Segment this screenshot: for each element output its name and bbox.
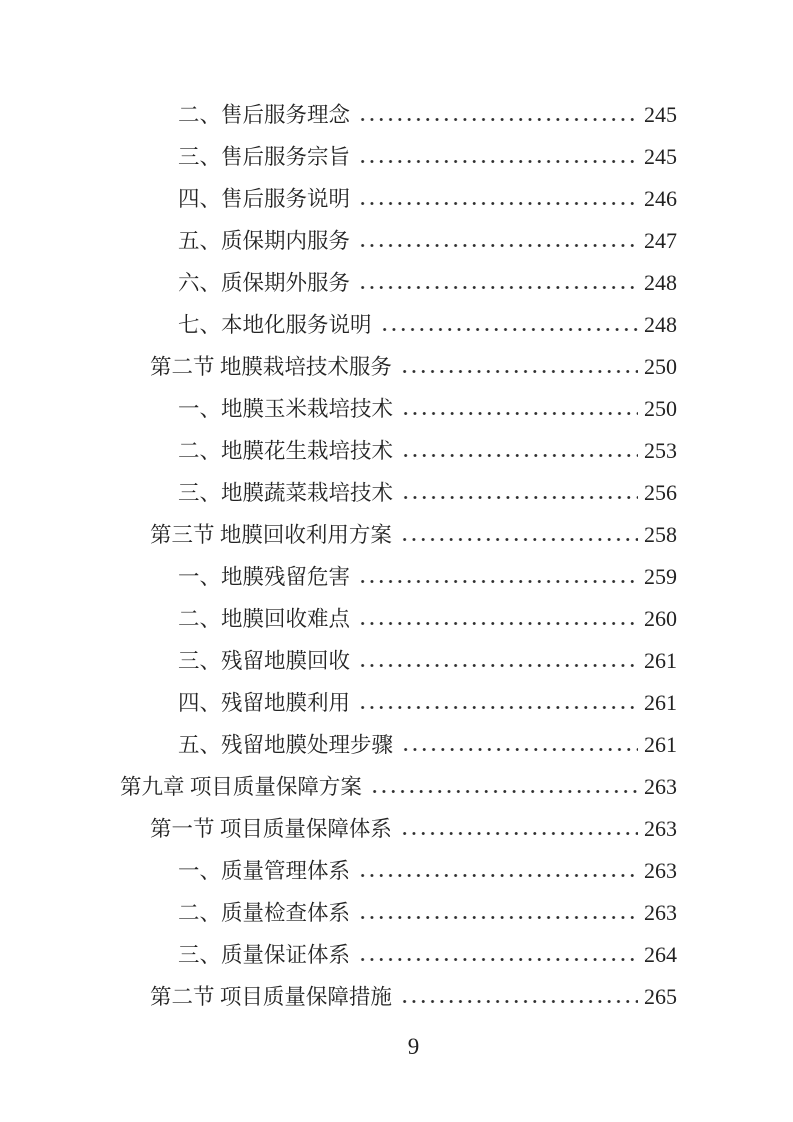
- toc-entry-label: 二、售后服务理念: [178, 102, 351, 127]
- toc-row: [120, 966, 677, 1008]
- toc-entry-label: 三、售后服务宗旨: [178, 144, 351, 169]
- toc-row: [120, 252, 677, 294]
- toc-row: [120, 210, 677, 252]
- toc-entry-label: 一、地膜残留危害: [178, 564, 351, 589]
- toc-row: [120, 630, 677, 672]
- toc-entry-label: 第二节 地膜栽培技术服务: [150, 354, 392, 379]
- toc-entry-page: 253: [644, 438, 677, 463]
- toc-entry-page: 247: [644, 228, 677, 253]
- toc-entry-label: 一、质量管理体系: [178, 858, 351, 883]
- toc-entry-page: 265: [644, 984, 677, 1009]
- toc-entry-page: 258: [644, 522, 677, 547]
- toc-row: [120, 672, 677, 714]
- toc-entry-page: 263: [644, 900, 677, 925]
- toc-row: [120, 924, 677, 966]
- toc-row: [120, 546, 677, 588]
- dot-leader: [356, 672, 638, 714]
- toc-row: [120, 378, 677, 420]
- toc-entry-page: 250: [644, 354, 677, 379]
- toc-entry-page: 256: [644, 480, 677, 505]
- dot-leader: [356, 882, 638, 924]
- toc-entry-page: 245: [644, 102, 677, 127]
- toc-entry-page: 261: [644, 648, 677, 673]
- dot-leader: [368, 756, 638, 798]
- dot-leader: [399, 714, 638, 756]
- toc-row: [120, 462, 677, 504]
- toc-row: [120, 336, 677, 378]
- table-of-contents: [120, 84, 677, 1008]
- toc-entry-label: 五、质保期内服务: [178, 228, 351, 253]
- toc-row: [120, 504, 677, 546]
- dot-leader: [356, 840, 638, 882]
- toc-entry-page: 246: [644, 186, 677, 211]
- dot-leader: [356, 546, 638, 588]
- toc-row: [120, 882, 677, 924]
- toc-entry-page: 250: [644, 396, 677, 421]
- dot-leader: [356, 924, 638, 966]
- toc-entry-page: 248: [644, 312, 677, 337]
- toc-entry-label: 四、售后服务说明: [178, 186, 351, 211]
- page-number: 9: [407, 1034, 420, 1059]
- toc-entry-label: 二、质量检查体系: [178, 900, 351, 925]
- dot-leader: [399, 378, 638, 420]
- toc-entry-label: 第三节 地膜回收利用方案: [150, 522, 392, 547]
- toc-entry-label: 第二节 项目质量保障措施: [150, 984, 392, 1009]
- toc-row: [120, 84, 677, 126]
- dot-leader: [398, 504, 638, 546]
- dot-leader: [356, 588, 638, 630]
- dot-leader: [378, 294, 638, 336]
- toc-entry-label: 三、地膜蔬菜栽培技术: [178, 480, 394, 505]
- dot-leader: [398, 798, 638, 840]
- toc-entry-label: 五、残留地膜处理步骤: [178, 732, 394, 757]
- dot-leader: [398, 966, 638, 1008]
- toc-row: [120, 294, 677, 336]
- toc-entry-page: 248: [644, 270, 677, 295]
- toc-entry-page: 263: [644, 816, 677, 841]
- toc-entry-page: 264: [644, 942, 677, 967]
- dot-leader: [399, 462, 638, 504]
- toc-entry-page: 260: [644, 606, 677, 631]
- dot-leader: [356, 210, 638, 252]
- dot-leader: [356, 84, 638, 126]
- toc-entry-label: 二、地膜花生栽培技术: [178, 438, 394, 463]
- toc-entry-label: 三、残留地膜回收: [178, 648, 351, 673]
- toc-entry-label: 一、地膜玉米栽培技术: [178, 396, 394, 421]
- toc-entry-label: 第九章 项目质量保障方案: [120, 774, 362, 799]
- toc-entry-page: 261: [644, 732, 677, 757]
- toc-entry-page: 263: [644, 858, 677, 883]
- toc-row: [120, 588, 677, 630]
- toc-row: [120, 420, 677, 462]
- toc-entry-label: 三、质量保证体系: [178, 942, 351, 967]
- dot-leader: [356, 252, 638, 294]
- toc-entry-label: 七、本地化服务说明: [178, 312, 372, 337]
- toc-row: [120, 798, 677, 840]
- toc-entry-page: 245: [644, 144, 677, 169]
- dot-leader: [356, 168, 638, 210]
- toc-row: [120, 756, 677, 798]
- dot-leader: [356, 630, 638, 672]
- toc-entry-page: 259: [644, 564, 677, 589]
- toc-entry-page: 261: [644, 690, 677, 715]
- toc-row: [120, 168, 677, 210]
- toc-entry-label: 四、残留地膜利用: [178, 690, 351, 715]
- toc-entry-label: 第一节 项目质量保障体系: [150, 816, 392, 841]
- toc-row: [120, 714, 677, 756]
- dot-leader: [398, 336, 638, 378]
- toc-row: [120, 126, 677, 168]
- dot-leader: [356, 126, 638, 168]
- toc-entry-page: 263: [644, 774, 677, 799]
- dot-leader: [399, 420, 638, 462]
- toc-row: [120, 840, 677, 882]
- toc-entry-label: 六、质保期外服务: [178, 270, 351, 295]
- toc-entry-label: 二、地膜回收难点: [178, 606, 351, 631]
